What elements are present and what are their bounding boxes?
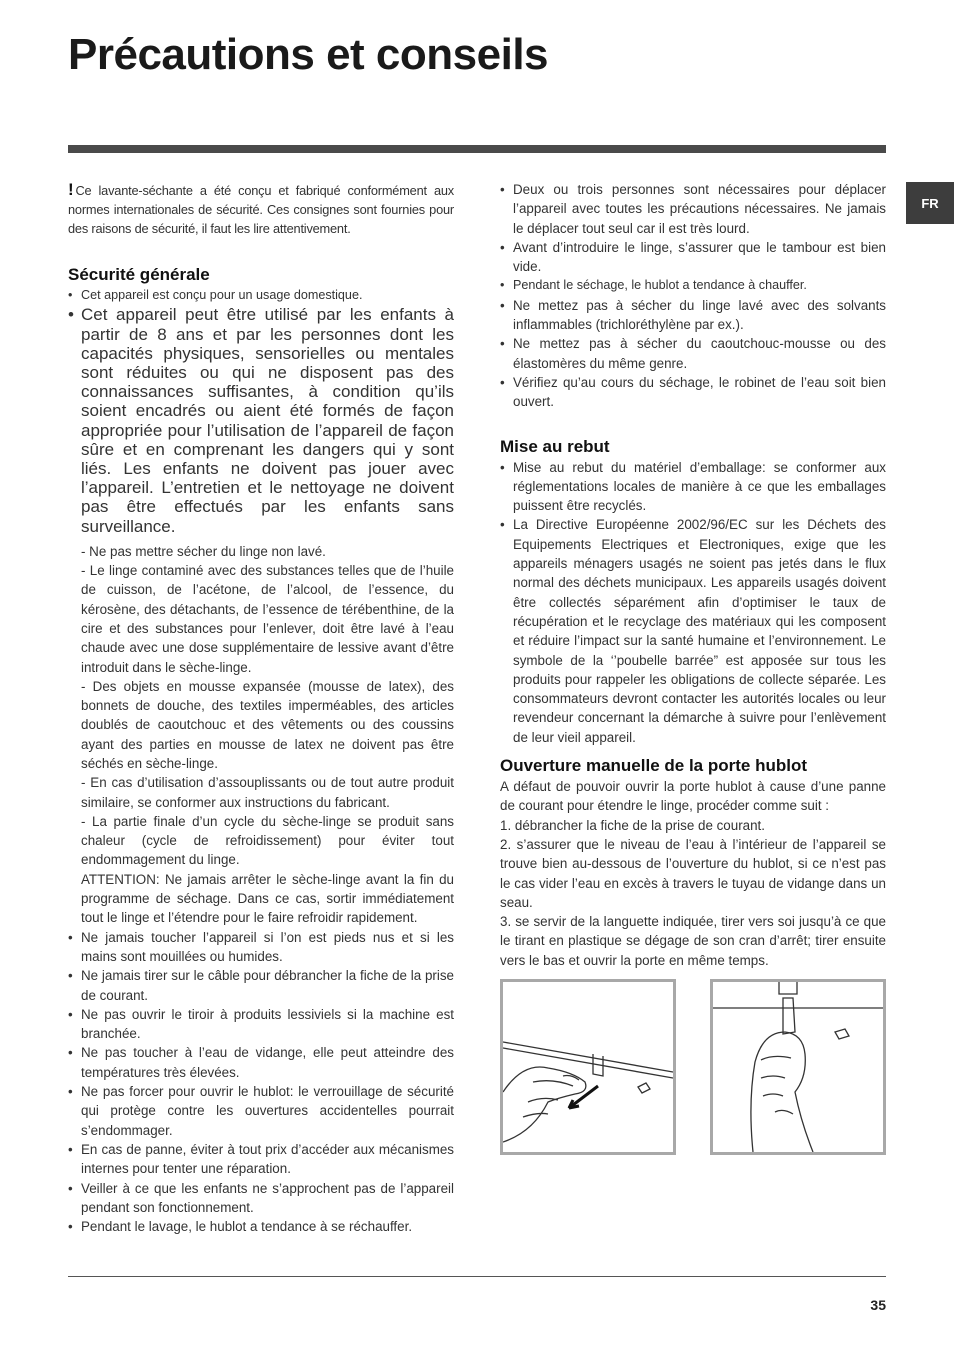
step-item: 2. s’assurer que le niveau de l’eau à l’intérieur de l’appareil se trouve bien au-dessous de l’ouverture du hublot, si ce n’est pas le cas vider l’eau en excès à travers le tuyau de vidange dans un seau.	[500, 836, 886, 910]
ouverture-intro: A défaut de pouvoir ouvrir la porte hublot à cause d’une panne de courant pour étendre le linge, procéder comme suit :	[500, 779, 886, 814]
title-rule	[68, 145, 886, 153]
list-item: • Avant d’introduire le linge, s’assurer que le tambour est bien vide.	[500, 238, 886, 277]
list-item: • Cet appareil est conçu pour un usage domestique.	[68, 286, 454, 305]
hand-pulling-tab-illustration	[503, 982, 673, 1152]
sub-item: - Ne pas mettre sécher du linge non lavé.	[81, 543, 326, 559]
footer-rule	[68, 1276, 886, 1277]
section-heading-ouverture: Ouverture manuelle de la porte hublot	[500, 756, 807, 776]
securite-sub-list	[68, 542, 454, 928]
list-item: • Ne jamais toucher l’appareil si l’on est pieds nus et si les mains sont mouillées ou humides.	[68, 928, 454, 967]
list-item: • Ne pas forcer pour ouvrir le hublot: le verrouillage de sécurité qui protège contre les ouvertures accidentelles pourrait s’endommager.	[68, 1082, 454, 1140]
section-heading-securite: Sécurité générale	[68, 265, 210, 284]
figure-pull-down	[710, 979, 886, 1155]
intro-text: Ce lavante-séchante a été conçu et fabriqué conformément aux normes internationales de sécurité. Ces consignes sont fournies pour des raisons de sécurité, il faut les lire attentivement.	[68, 183, 454, 236]
list-item: • Deux ou trois personnes sont nécessaires pour déplacer l’appareil avec toutes les précautions nécessaires. Ne jamais le déplacer tout seul car il est très lourd.	[500, 180, 886, 238]
attention-note: ATTENTION: Ne jamais arrêter le sèche-linge avant la fin du programme de séchage. Dans ce cas, sortir immédiatement tout le linge et l’étendre pour le faire refroidir rapidement.	[81, 871, 454, 926]
intro-paragraph	[68, 180, 454, 238]
securite-list	[68, 286, 454, 536]
right-column	[500, 180, 886, 1155]
step-item: 3. se servir de la languette indiquée, tirer vers soi jusqu’à ce que le tirant en plastique se dégage de son cran d’arrêt; tirer ensuite vers le bas et ouvrir la porte en même temps.	[500, 914, 886, 968]
language-tab: FR	[906, 182, 954, 224]
list-item: • Ne pas toucher à l’eau de vidange, elle peut atteindre des températures très élevées.	[68, 1043, 454, 1082]
sub-item: - En cas d’utilisation d’assouplissants ou de tout autre produit similaire, se conformer aux instructions du fabricant.	[81, 775, 454, 810]
hand-pulling-down-illustration	[713, 982, 883, 1152]
sub-item: - Le linge contaminé avec des substances telles que de l’huile de cuisson, de l’acétone, de l’alcool, de l’essence, du kérosène, des détachants, de l’essence de térébenthine, de la cire et des substances pour l’enlever, doit être lavé à l’eau chaude avec une dose supplémentaire de lessive avant d’être introduit dans le sèche-linge.	[81, 563, 454, 675]
page-number: 35	[870, 1297, 886, 1313]
sub-item: - La partie finale d’un cycle du sèche-linge se produit sans chaleur (cycle de refroidissement) pour éviter tout endommagement du linge.	[81, 813, 454, 868]
list-item: • Vérifiez qu’au cours du séchage, le robinet de l’eau soit bien ouvert.	[500, 373, 886, 412]
list-item: • Pendant le séchage, le hublot a tendance à chauffer.	[500, 276, 886, 295]
figures	[500, 979, 886, 1155]
list-item: • Ne pas ouvrir le tiroir à produits lessiviels si la machine est branchée.	[68, 1005, 454, 1044]
precautions-list	[500, 180, 886, 412]
list-item: • Mise au rebut du matériel d’emballage: se conformer aux réglementations locales de manière à ce que les emballages puissent être recyclés.	[500, 458, 886, 516]
sub-item: - Des objets en mousse expansée (mousse de latex), des bonnets de douche, des textiles imperméables, des articles doublés de caoutchouc et des vêtements ou des coussins ayant des parties en mousse de latex ne doivent pas être séchés en sèche-linge.	[81, 678, 454, 771]
page-title: Précautions et conseils	[68, 30, 549, 79]
list-item: • En cas de panne, éviter à tout prix d’accéder aux mécanismes internes pour tenter une réparation.	[68, 1140, 454, 1179]
list-item: • Ne mettez pas à sécher du caoutchouc-mousse ou des élastomères du même genre.	[500, 334, 886, 373]
warning-icon: !	[68, 180, 74, 199]
list-item: • Ne jamais tirer sur le câble pour débrancher la fiche de la prise de courant.	[68, 966, 454, 1005]
securite-list-2	[68, 928, 454, 1237]
list-item: • La Directive Européenne 2002/96/EC sur les Déchets des Equipements Electriques et Electroniques, exige que les appareils ménagers usagés ne soient pas jetés dans le flux normal des déchets municipaux. Les appareils usagés doivent être collectés séparément afin d’optimiser le taux de récupération et le recyclage des matériaux qui les composent et réduire l’impact sur la santé humaine et l’environnement. Le symbole de la ‘’poubelle barrée” est apposée sur tous les produits pour rappeler les obligations de collecte séparée. Les consommateurs devront contacter les autorités locales ou leur revendeur concernant la démarche à suivre pour l’enlèvement de leur vieil appareil.	[500, 515, 886, 747]
list-item-highlight: • Cet appareil peut être utilisé par les enfants à partir de 8 ans et par les personnes dont les capacités physiques, sensorielles ou mentales sont réduites ou qui ne disposent pas des connaissances suffisantes, à condition qu’ils soient encadrés ou aient été formés de façon appropriée pour l’utilisation de l’appareil de façon sûre et en comprenant les dangers qui y sont liés. Les enfants ne doivent pas jouer avec l’appareil. L’entretien et le nettoyage ne doivent pas être effectués par les enfants sans surveillance.	[68, 305, 454, 535]
step-item: 1. débrancher la fiche de la prise de courant.	[500, 817, 766, 833]
list-item: • Veiller à ce que les enfants ne s’approchent pas de l’appareil pendant son fonctionnement.	[68, 1179, 454, 1218]
rebut-list	[500, 458, 886, 747]
list-item: • Pendant le lavage, le hublot a tendance à se réchauffer.	[68, 1217, 454, 1236]
section-heading-rebut: Mise au rebut	[500, 436, 610, 456]
list-item: • Ne mettez pas à sécher du linge lavé avec des solvants inflammables (trichloréthylène par ex.).	[500, 296, 886, 335]
left-column	[68, 180, 454, 1236]
figure-pull-tab	[500, 979, 676, 1155]
